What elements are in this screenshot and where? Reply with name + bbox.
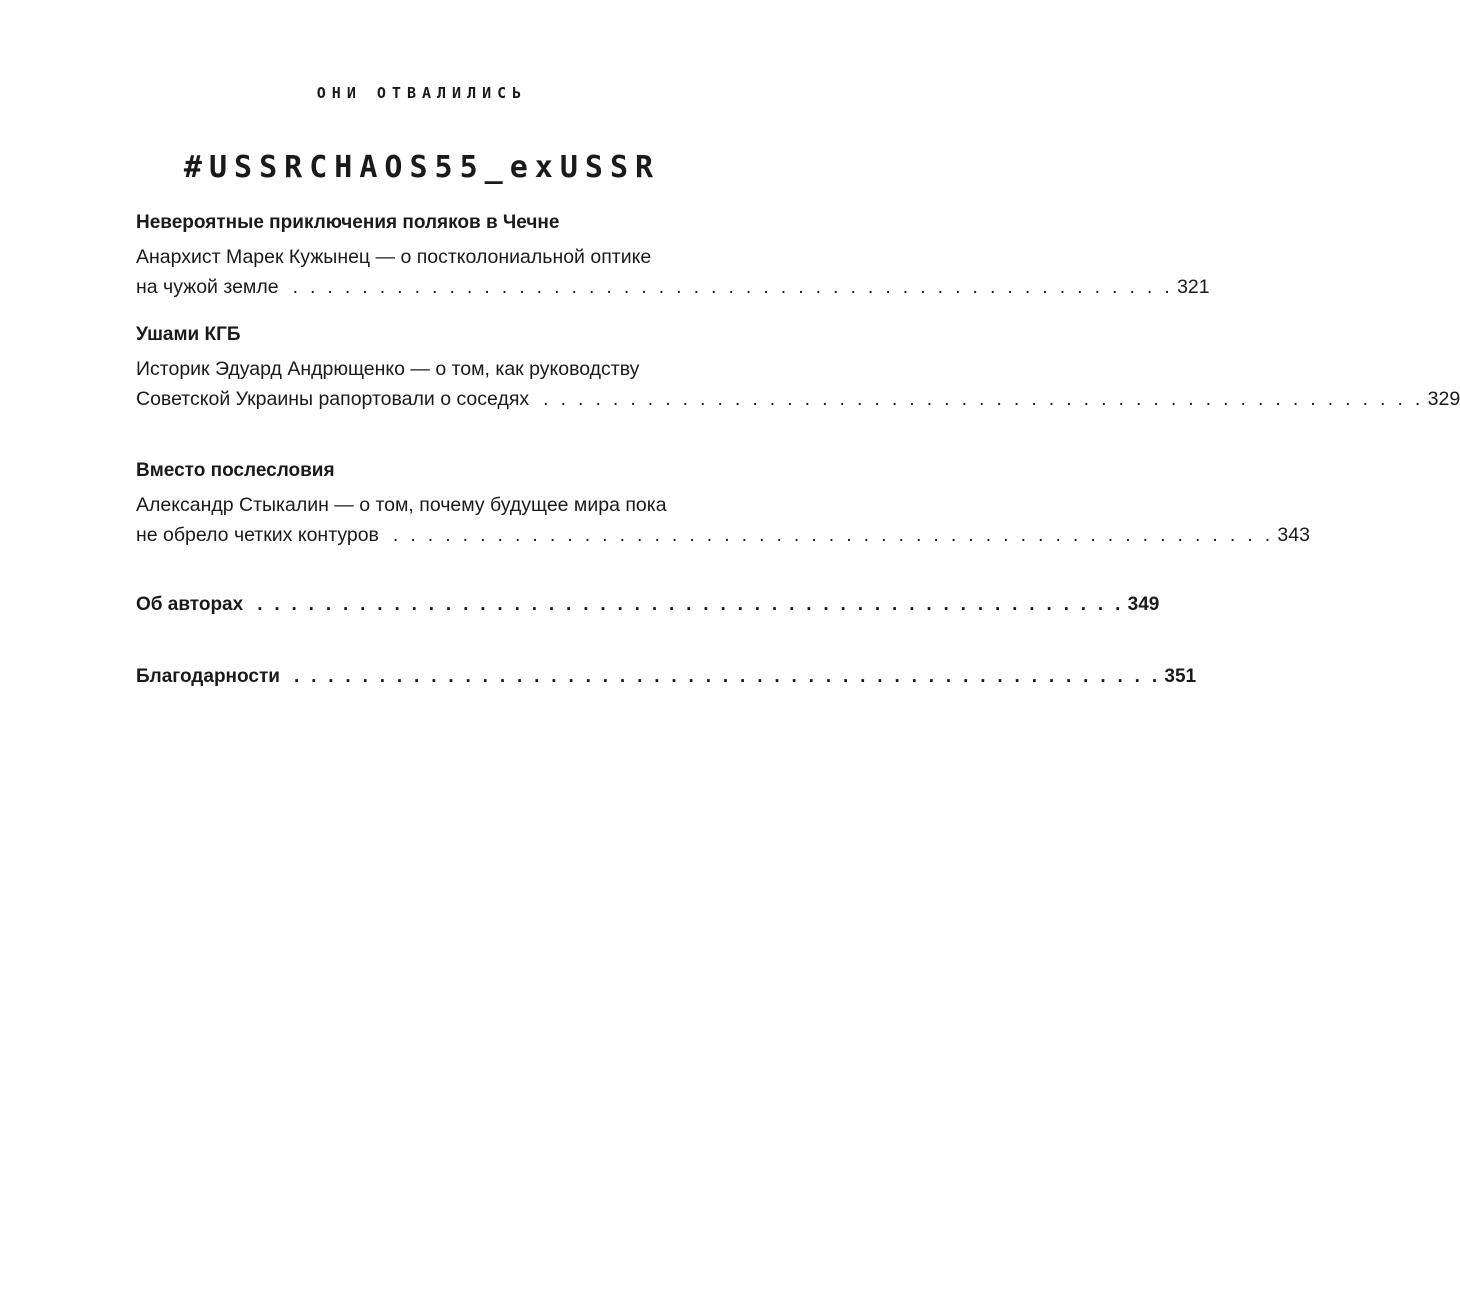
leader-dots: . . . . . . . . . . . . . . . . . . . . . . . . . . . . . . . . . . . . . . . . . . . . . . . . . . .: [292, 276, 1174, 298]
running-head: ОНИ ОТВАЛИЛИСЬ: [316, 84, 528, 102]
toc-page-number: 351: [1164, 666, 1197, 687]
toc-entry-line: не обрело четких контуров: [136, 524, 379, 546]
toc-entry-line: Советской Украины рапортовали о соседях: [136, 388, 530, 410]
toc-entry: [136, 666, 1197, 688]
toc-entry-line: Анархист Марек Кужынец — о постколониальной оптике: [136, 246, 652, 268]
leader-dots: . . . . . . . . . . . . . . . . . . . . . . . . . . . . . . . . . . . . . . . . . . . . . . . . . . .: [392, 524, 1274, 546]
toc-entry-description: [136, 354, 1460, 414]
toc-entry-title: Невероятные приключения поляков в Чечне: [136, 212, 560, 233]
toc-entry-line: Александр Стыкалин — о том, почему будущее мира пока: [136, 494, 667, 516]
toc-entry-title: Об авторах: [136, 594, 244, 615]
section-title: #USSRCHAOS55_exUSSR: [183, 150, 661, 185]
leader-dots: . . . . . . . . . . . . . . . . . . . . . . . . . . . . . . . . . . . . . . . . . . . . . . . . . . .: [543, 388, 1424, 410]
leader-dots: . . . . . . . . . . . . . . . . . . . . . . . . . . . . . . . . . . . . . . . . . . . . . . . . . . .: [257, 594, 1124, 615]
toc-page-number: 343: [1277, 524, 1310, 546]
toc-entry: [136, 322, 1460, 414]
toc-entry-description: [136, 242, 1210, 302]
toc-page-number: 321: [1177, 276, 1210, 298]
toc-entry-title: Благодарности: [136, 666, 280, 687]
toc-entry-title: Вместо послесловия: [136, 460, 335, 481]
toc-entry: [136, 458, 1310, 550]
toc-page-number: 349: [1127, 594, 1160, 615]
toc-entry: [136, 594, 1160, 616]
leader-dots: . . . . . . . . . . . . . . . . . . . . . . . . . . . . . . . . . . . . . . . . . . . . . . . . . . .: [293, 666, 1161, 687]
toc-page-number: 329: [1427, 388, 1460, 410]
toc-entry-description: [136, 490, 1310, 550]
toc-entry: [136, 210, 1210, 302]
toc-entry-title: Ушами КГБ: [136, 324, 241, 345]
toc-entry-line: Историк Эдуард Андрющенко — о том, как руководству: [136, 358, 640, 380]
toc-entry-line: на чужой земле: [136, 276, 279, 298]
